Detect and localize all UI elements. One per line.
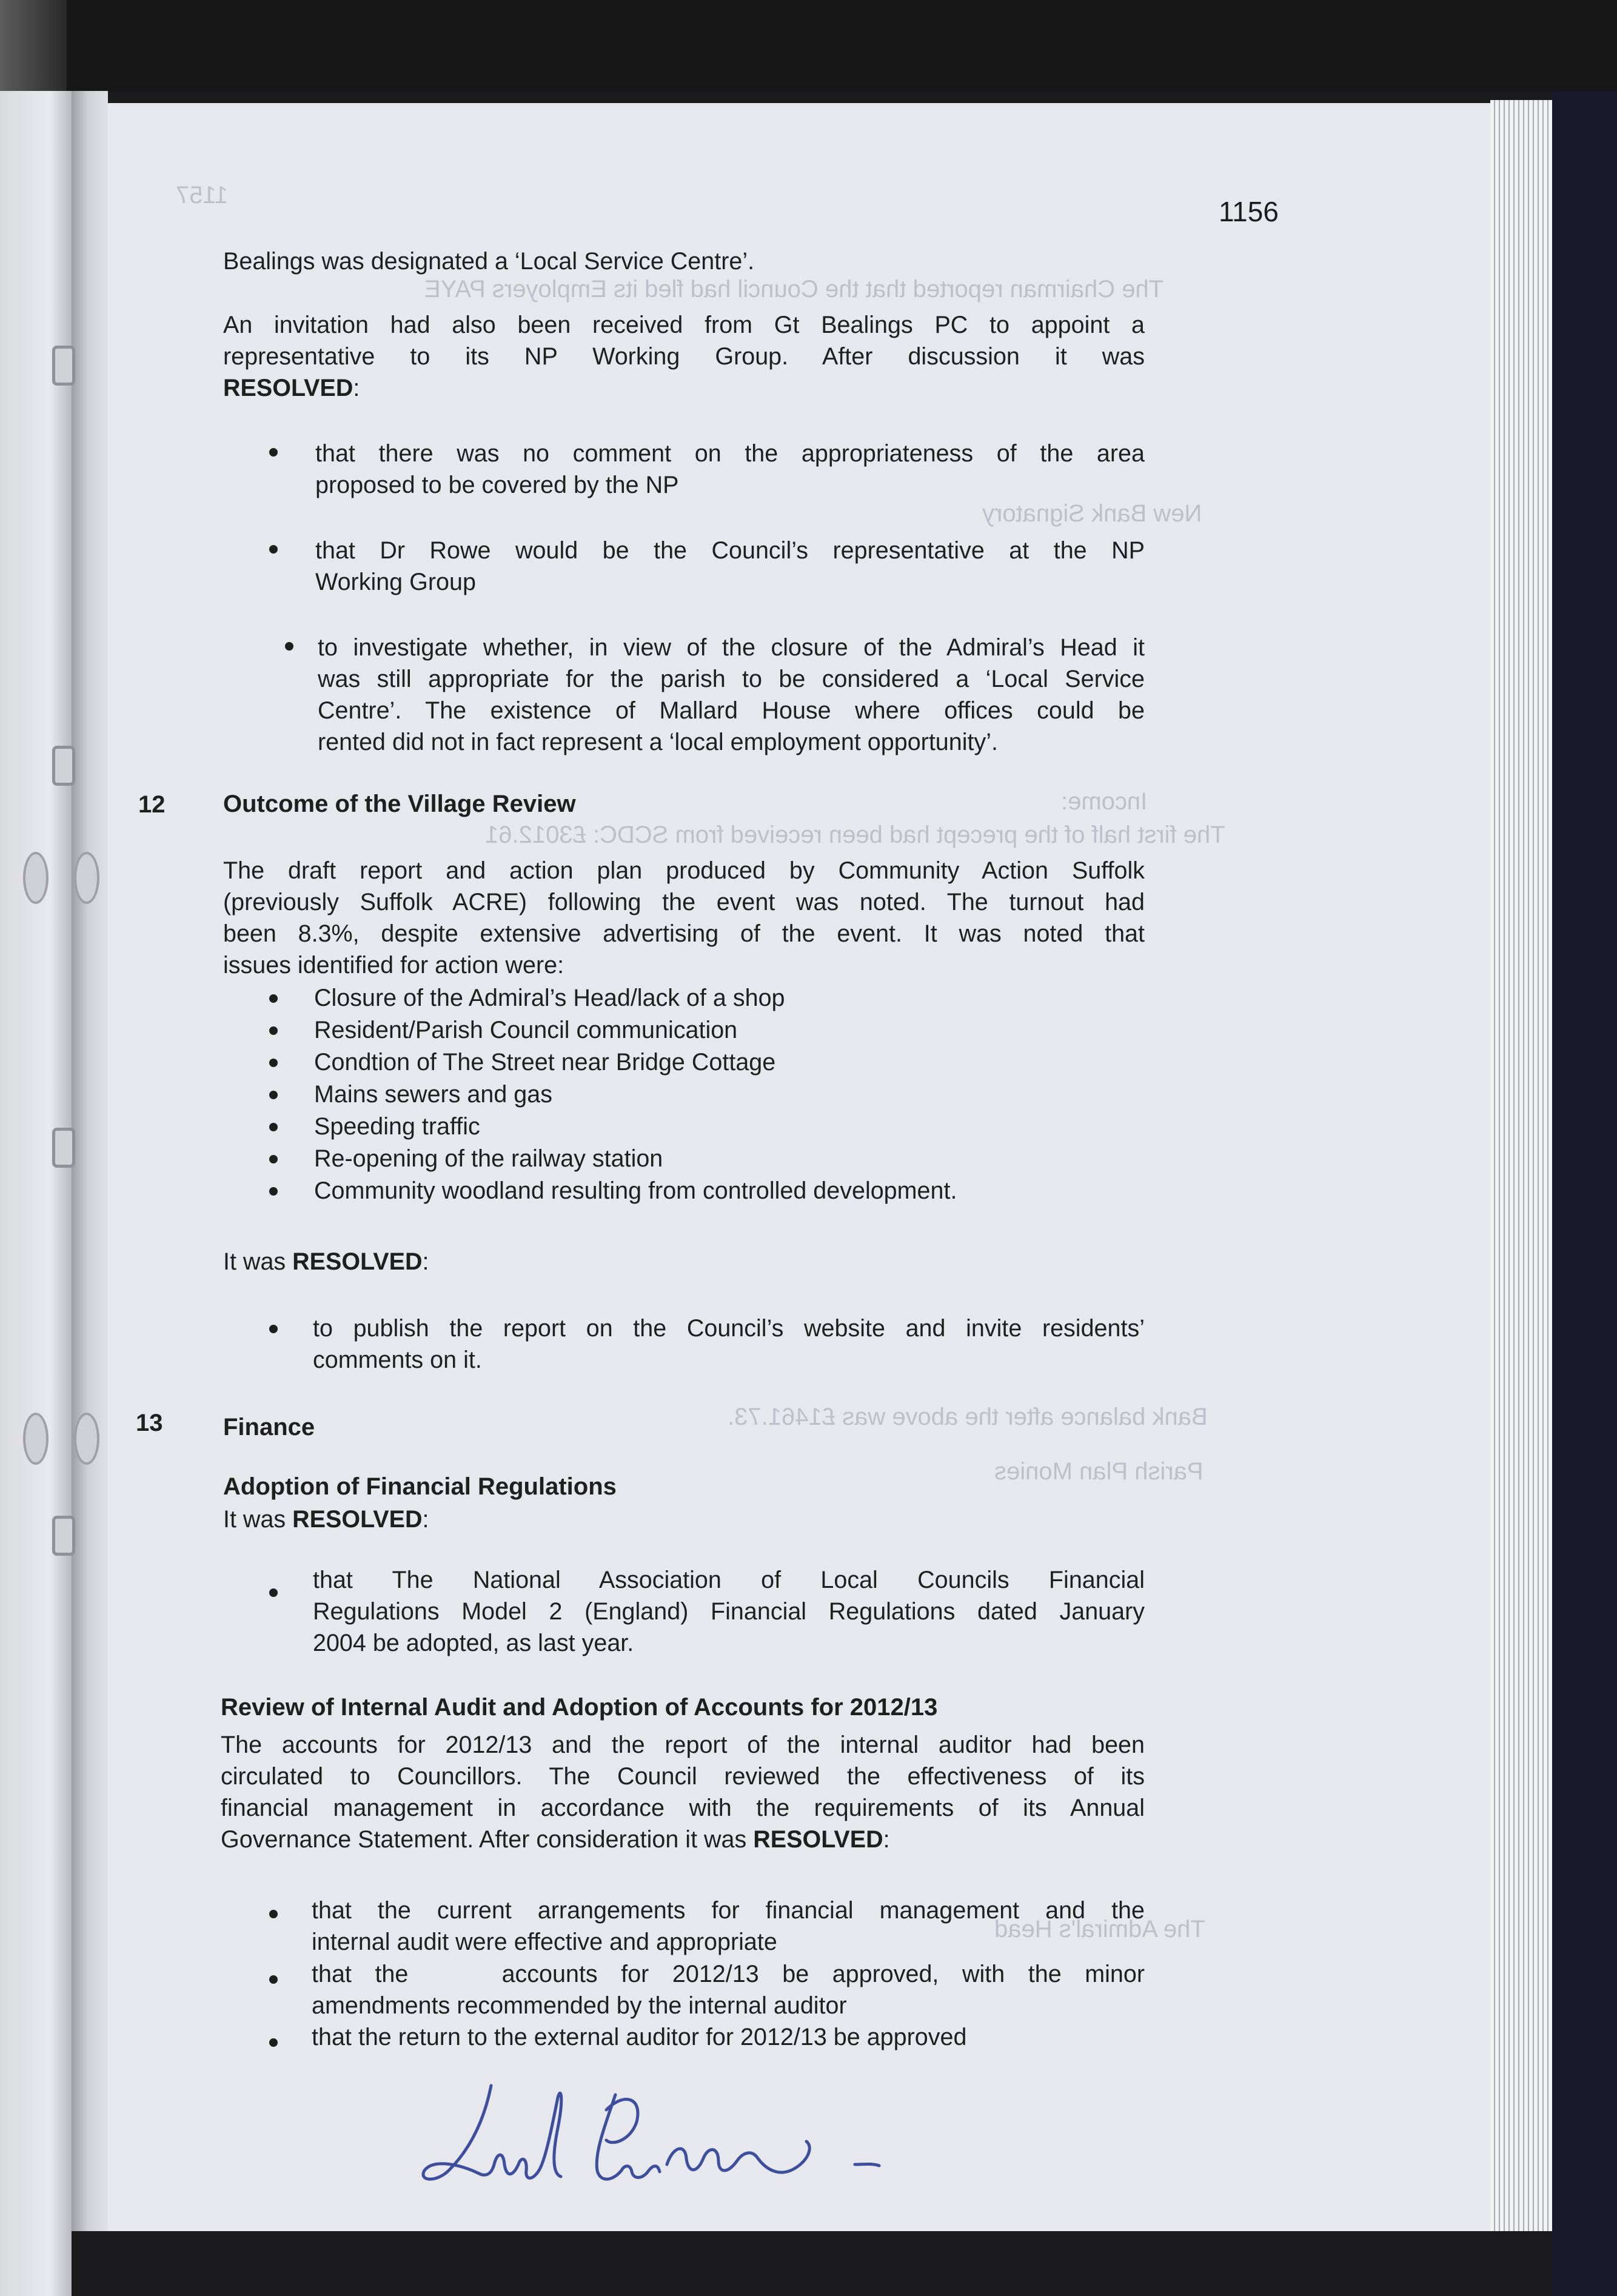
intro-bullet-line: proposed to be covered by the NP (315, 472, 679, 498)
intro-bullet-line: that Dr Rowe would be the Council’s representative at the NP (315, 537, 1145, 564)
binder-top (0, 0, 1617, 91)
resolved-suffix: : (422, 1506, 429, 1533)
show-through-text: The Admiral's Head (994, 1916, 1205, 1943)
punch-hole-icon (74, 852, 99, 904)
bullet-icon (269, 1026, 278, 1035)
binder-ring-icon (52, 1128, 75, 1168)
binder-ring-icon (52, 746, 75, 786)
show-through-text: 1157 (176, 182, 229, 209)
bullet-icon (269, 1325, 278, 1333)
resolved-line (223, 1246, 429, 1277)
bullet-icon (269, 1588, 278, 1597)
bullet-icon (269, 994, 278, 1003)
bullet-icon (269, 1091, 278, 1099)
bullet-icon (269, 1155, 278, 1163)
intro-bullet-line: to investigate whether, in view of the closure of the Admiral’s Head it (318, 634, 1145, 661)
section12-bullet-line: to publish the report on the Council’s website and invite residents’ (313, 1315, 1145, 1342)
section-number: 13 (136, 1410, 163, 1436)
issue-item: Mains sewers and gas (314, 1081, 552, 1108)
bullet-icon (269, 1059, 278, 1067)
subsection-heading: Review of Internal Audit and Adoption of Accounts for 2012/13 (221, 1694, 938, 1721)
binding-spine (72, 91, 108, 2296)
intro-paragraph-line: An invitation had also been received from Gt Bealings PC to appoint a (223, 312, 1145, 338)
finance-bullet-line: that The National Association of Local Councils Financial (313, 1567, 1145, 1593)
section12-bullet-line: comments on it. (313, 1347, 482, 1373)
show-through-text: Income: (1061, 788, 1148, 815)
bullet-icon (269, 1975, 278, 1984)
audit-paragraph-line: circulated to Councillors. The Council reviewed the effectiveness of its (221, 1763, 1145, 1790)
punch-hole-icon (23, 852, 49, 904)
resolved-label: RESOLVED (753, 1826, 883, 1853)
section-heading: Finance (223, 1414, 315, 1441)
resolved-line (223, 372, 360, 404)
section12-paragraph-line: The draft report and action plan produced by Community Action Suffolk (223, 857, 1145, 884)
resolved-label: RESOLVED (223, 375, 353, 401)
it-was-label: It was (223, 1506, 293, 1533)
binder-ring-icon (52, 346, 75, 386)
audit-bullet-line: amendments recommended by the internal auditor (312, 1992, 847, 2019)
finance-bullet-line: 2004 be adopted, as last year. (313, 1630, 634, 1656)
issue-item: Re-opening of the railway station (314, 1145, 663, 1172)
subsection-heading: Adoption of Financial Regulations (223, 1473, 617, 1500)
page-number: 1156 (1219, 196, 1279, 227)
issue-item: Resident/Parish Council communication (314, 1017, 738, 1043)
bullet-icon (269, 1187, 278, 1196)
audit-bullet-line: that the accounts for 2012/13 be approved, with the minor (312, 1961, 1145, 1987)
resolved-suffix: : (422, 1248, 429, 1275)
intro-bullet-line: Working Group (315, 569, 476, 595)
binder-corner (0, 0, 67, 91)
bullet-icon (269, 1123, 278, 1131)
it-was-label: It was (223, 1248, 293, 1275)
page-bottom-shadow (72, 2231, 1552, 2296)
bullet-icon (269, 545, 278, 554)
left-page-edge (0, 91, 72, 2296)
show-through-text: New Bank Signatory (982, 500, 1202, 527)
bullet-icon (269, 2038, 278, 2047)
intro-bullet-line: rented did not in fact represent a ‘local employment opportunity’. (318, 729, 998, 755)
audit-bullet-line: that the return to the external auditor for 2012/13 be approved (312, 2024, 967, 2050)
issue-item: Community woodland resulting from controlled development. (314, 1177, 957, 1204)
bullet-icon (269, 1910, 278, 1918)
intro-paragraph-line: representative to its NP Working Group. After discussion it was (223, 343, 1145, 370)
audit-last-line: Governance Statement. After consideration it was (221, 1826, 754, 1853)
section-heading: Outcome of the Village Review (223, 791, 576, 817)
section12-paragraph-line: issues identified for action were: (223, 952, 564, 979)
resolved-suffix: : (883, 1826, 890, 1853)
resolved-line (221, 1824, 890, 1855)
resolved-line (223, 1504, 429, 1535)
show-through-text: The first half of the precept had been received from SCDC: £3012.61 (485, 822, 1225, 848)
binder-ring-icon (52, 1516, 75, 1556)
show-through-text: Parish Plan Monies (994, 1458, 1204, 1485)
binder-cover-right (1552, 91, 1617, 2296)
section12-paragraph-line: been 8.3%, despite extensive advertising of the event. It was noted that (223, 920, 1145, 947)
intro-line: Bealings was designated a ‘Local Service Centre’. (223, 248, 755, 275)
resolved-label: RESOLVED (292, 1506, 423, 1533)
resolved-suffix: : (353, 375, 360, 401)
audit-bullet-line: internal audit were effective and appropriate (312, 1929, 777, 1955)
show-through-text: The Chairman reported that the Council had fled its Employers PAYE (424, 276, 1164, 303)
section-number: 12 (138, 791, 166, 818)
page-stack-edges (1490, 100, 1552, 2237)
show-through-text: Bank balance after the above was £1461.73. (728, 1404, 1208, 1430)
punch-hole-icon (74, 1413, 99, 1465)
audit-bullet-line: that the current arrangements for financial management and the (312, 1897, 1145, 1924)
issue-item: Speeding traffic (314, 1113, 480, 1140)
signature-icon (412, 2073, 1006, 2189)
bullet-icon (269, 448, 278, 457)
audit-paragraph-line: The accounts for 2012/13 and the report of the internal auditor had been (221, 1732, 1145, 1758)
issue-item: Condtion of The Street near Bridge Cottage (314, 1049, 776, 1076)
finance-bullet-line: Regulations Model 2 (England) Financial Regulations dated January (313, 1598, 1145, 1625)
section12-paragraph-line: (previously Suffolk ACRE) following the event was noted. The turnout had (223, 889, 1145, 915)
audit-paragraph-line: financial management in accordance with the requirements of its Annual (221, 1795, 1145, 1821)
punch-hole-icon (23, 1413, 49, 1465)
intro-bullet-line: Centre’. The existence of Mallard House where offices could be (318, 697, 1145, 724)
bullet-icon (285, 642, 293, 651)
resolved-label: RESOLVED (292, 1248, 423, 1275)
issue-item: Closure of the Admiral’s Head/lack of a shop (314, 985, 785, 1011)
intro-bullet-line: that there was no comment on the appropriateness of the area (315, 440, 1145, 467)
intro-bullet-line: was still appropriate for the parish to be considered a ‘Local Service (318, 666, 1145, 692)
